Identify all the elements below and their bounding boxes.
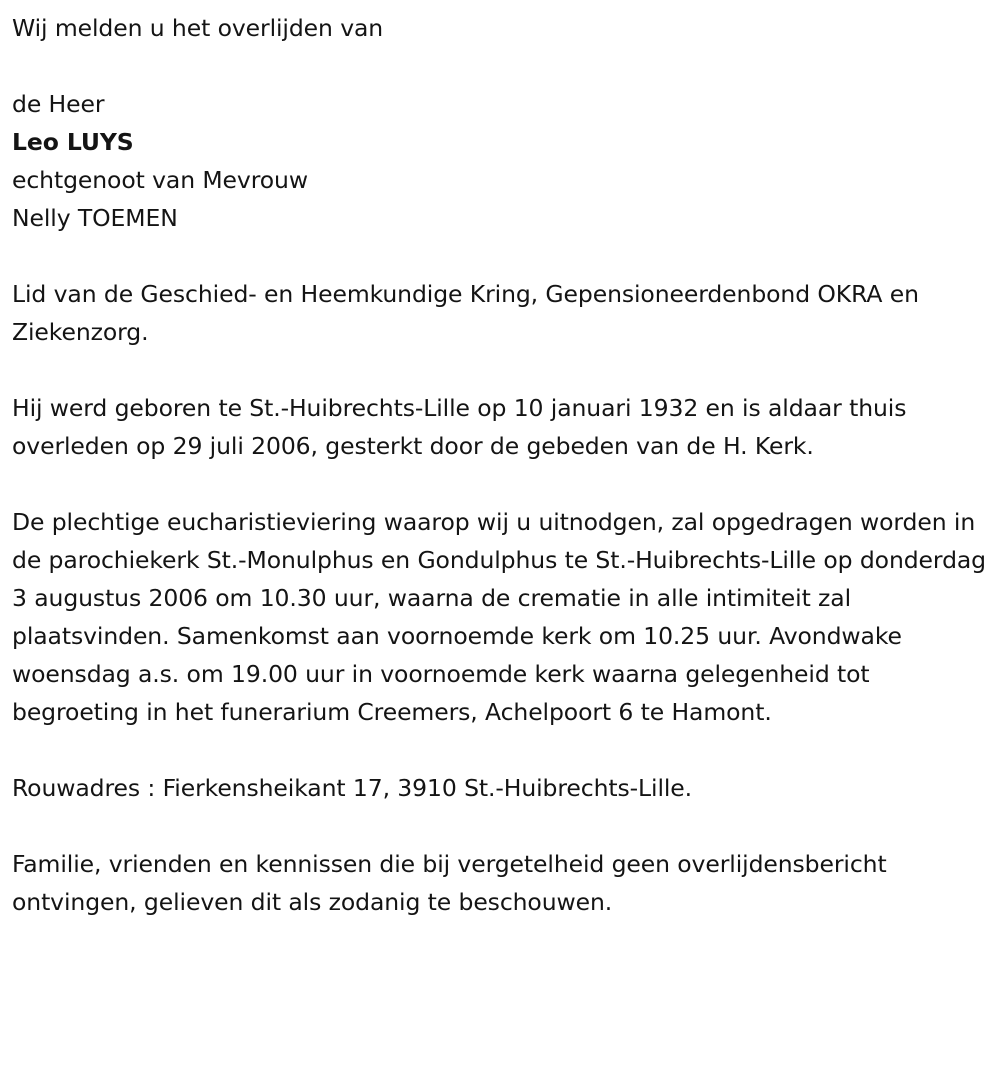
salutation-line: de Heer — [12, 90, 105, 118]
closing-note-paragraph: Familie, vrienden en kennissen die bij vergetelheid geen overlijdensbericht ontvingen, gelieven dit als zodanig te beschouwen. — [12, 850, 894, 916]
memberships-paragraph: Lid van de Geschied- en Heemkundige Kring, Gepensioneerdenbond OKRA en Ziekenzorg. — [12, 280, 927, 346]
deceased-identity-block — [12, 85, 992, 237]
service-details-paragraph: De plechtige eucharistieviering waarop wij u uitnodgen, zal opgedragen worden in de parochiekerk St.-Monulphus en Gondulphus te St.-Huibrechts-Lille op donderdag 3 augustus 2006 om 10.30 uur, waarna de crematie in alle intimiteit zal plaatsvinden. Samenkomst aan voornoemde kerk om 10.25 uur. Avondwake woensdag a.s. om 19.00 uur in voornoemde kerk waarna gelegenheid tot begroeting in het funerarium Creemers, Achelpoort 6 te Hamont. — [12, 508, 994, 726]
spouse-relation-line: echtgenoot van Mevrouw — [12, 166, 308, 194]
paragraph-spacer — [12, 47, 992, 85]
spouse-name: Nelly TOEMEN — [12, 204, 178, 232]
paragraph-spacer — [12, 237, 992, 275]
birth-and-death-paragraph: Hij werd geboren te St.-Huibrechts-Lille op 10 januari 1932 en is aldaar thuis overleden op 29 juli 2006, gesterkt door de gebeden van de H. Kerk. — [12, 394, 914, 460]
deceased-name: Leo LUYS — [12, 128, 134, 156]
announcement-intro: Wij melden u het overlijden van — [12, 14, 384, 42]
mourning-address-paragraph: Rouwadres : Fierkensheikant 17, 3910 St.-Huibrechts-Lille. — [12, 774, 693, 802]
